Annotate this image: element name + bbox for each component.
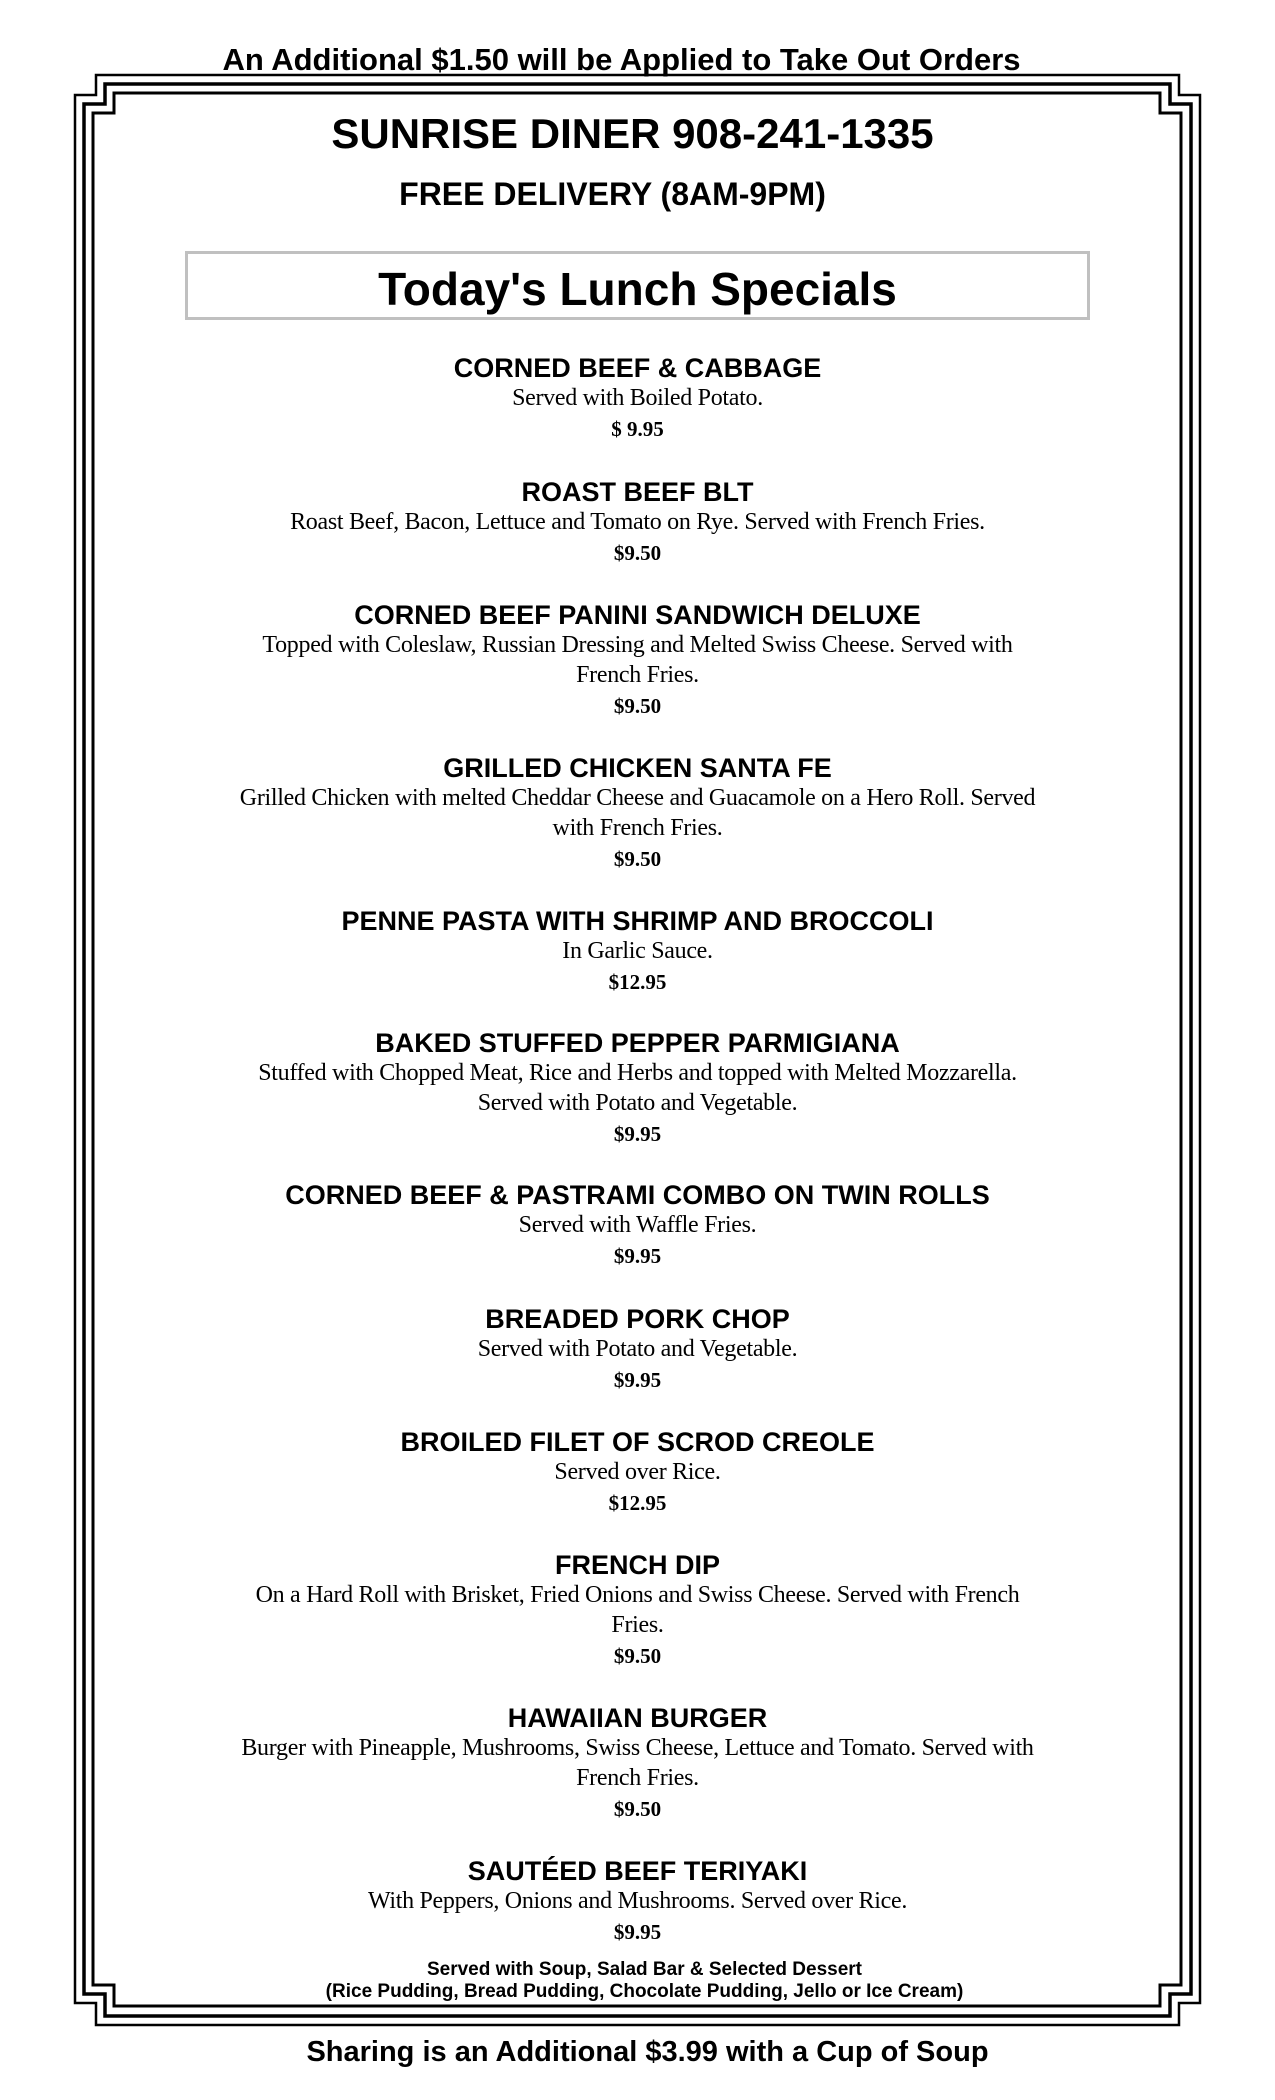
menu-item-price: $9.95 xyxy=(613,1920,662,1944)
menu-item-price: $ 9.95 xyxy=(611,417,664,441)
included-sides-note: Served with Soup, Salad Bar & Selected Dessert xyxy=(426,1959,863,1980)
menu-item-price: $9.95 xyxy=(613,1122,662,1146)
menu-item xyxy=(0,477,1275,569)
menu-item-price: $9.50 xyxy=(613,541,662,565)
menu-item-price: $9.50 xyxy=(613,847,662,871)
menu-item-title: CORNED BEEF PANINI SANDWICH DELUXE xyxy=(354,600,921,630)
menu-item xyxy=(0,1427,1275,1519)
menu-item-title: ROAST BEEF BLT xyxy=(521,477,754,507)
menu-item-price: $12.95 xyxy=(608,970,667,994)
menu-item-price: $9.95 xyxy=(613,1368,662,1392)
menu-item xyxy=(0,1703,1275,1825)
takeout-surcharge-note: An Additional $1.50 will be Applied to Take Out Orders xyxy=(222,42,1021,77)
menu-item-price: $12.95 xyxy=(608,1491,667,1515)
dessert-options-note: (Rice Pudding, Bread Pudding, Chocolate Pudding, Jello or Ice Cream) xyxy=(325,1981,964,2002)
menu-item xyxy=(0,906,1275,998)
menu-item-description: Served with Waffle Fries. xyxy=(518,1212,757,1238)
menu-item-title: FRENCH DIP xyxy=(554,1550,720,1580)
menu-item-price: $9.50 xyxy=(613,1797,662,1821)
menu-item-title: GRILLED CHICKEN SANTA FE xyxy=(443,753,832,783)
menu-item-description: Served over Rice. xyxy=(554,1459,721,1485)
menu-item xyxy=(0,353,1275,445)
menu-item-description: Served with Boiled Potato. xyxy=(512,385,763,411)
menu-item xyxy=(0,753,1275,875)
menu-item xyxy=(0,1550,1275,1672)
menu-item-title: BREADED PORK CHOP xyxy=(485,1304,790,1334)
diner-name-phone: SUNRISE DINER 908-241-1335 xyxy=(331,110,934,157)
sharing-charge-note: Sharing is an Additional $3.99 with a Cup of Soup xyxy=(306,2036,989,2068)
menu-item-description: Burger with Pineapple, Mushrooms, Swiss Cheese, Lettuce and Tomato. Served with xyxy=(241,1735,1034,1761)
menu-item-title: PENNE PASTA WITH SHRIMP AND BROCCOLI xyxy=(341,906,934,936)
menu-item-description: Roast Beef, Bacon, Lettuce and Tomato on Rye. Served with French Fries. xyxy=(290,509,985,535)
menu-item-title: CORNED BEEF & CABBAGE xyxy=(453,353,822,383)
menu-item-description: French Fries. xyxy=(576,662,699,688)
menu-item xyxy=(0,1304,1275,1396)
menu-item-title: BAKED STUFFED PEPPER PARMIGIANA xyxy=(375,1028,900,1058)
menu-item-description: On a Hard Roll with Brisket, Fried Onions and Swiss Cheese. Served with French xyxy=(255,1582,1020,1608)
menu-item-price: $9.50 xyxy=(613,694,662,718)
menu-item-description: Grilled Chicken with melted Cheddar Cheese and Guacamole on a Hero Roll. Served xyxy=(239,785,1036,811)
menu-item-description: In Garlic Sauce. xyxy=(562,938,713,964)
page-title: Today's Lunch Specials xyxy=(378,263,897,315)
menu-item-description: with French Fries. xyxy=(552,815,723,841)
menu-item-title: CORNED BEEF & PASTRAMI COMBO ON TWIN ROLLS xyxy=(285,1180,990,1210)
menu-item-price: $9.95 xyxy=(613,1244,662,1268)
menu-item-title: BROILED FILET OF SCROD CREOLE xyxy=(400,1427,875,1457)
menu-item-description: French Fries. xyxy=(576,1765,699,1791)
menu-item xyxy=(0,1028,1275,1150)
menu-item-description: Topped with Coleslaw, Russian Dressing and Melted Swiss Cheese. Served with xyxy=(262,632,1013,658)
menu-item-title: SAUTÉED BEEF TERIYAKI xyxy=(467,1856,808,1886)
menu-item xyxy=(0,1180,1275,1272)
menu-item-title: HAWAIIAN BURGER xyxy=(507,1703,768,1733)
menu-item-description: Fries. xyxy=(611,1612,664,1638)
menu-item-description: Stuffed with Chopped Meat, Rice and Herbs and topped with Melted Mozzarella. xyxy=(258,1060,1017,1086)
delivery-hours: FREE DELIVERY (8AM-9PM) xyxy=(399,176,826,212)
menu-item-description: With Peppers, Onions and Mushrooms. Served over Rice. xyxy=(367,1888,908,1914)
menu-item-description: Served with Potato and Vegetable. xyxy=(477,1336,798,1362)
menu-item xyxy=(0,600,1275,722)
menu-item xyxy=(0,1856,1275,1948)
menu-item-description: Served with Potato and Vegetable. xyxy=(477,1090,798,1116)
menu-item-price: $9.50 xyxy=(613,1644,662,1668)
